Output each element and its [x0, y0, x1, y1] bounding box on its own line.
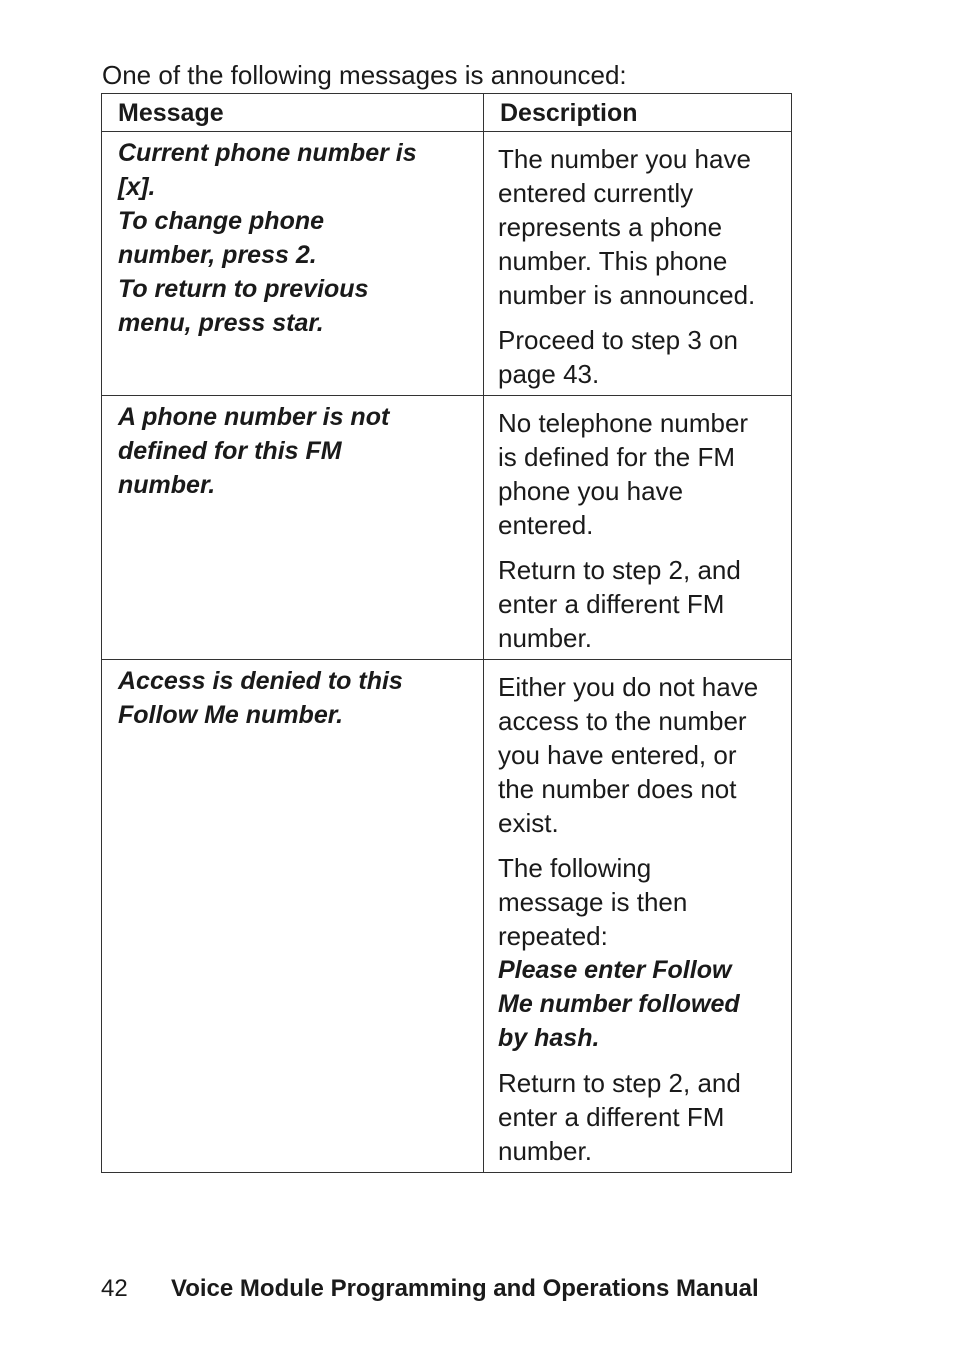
announced-message-line: Please enter Follow — [498, 956, 732, 984]
page-number: 42 — [101, 1275, 128, 1302]
messages-table — [101, 93, 792, 1173]
message-cell — [102, 132, 484, 396]
description-cell — [484, 660, 792, 1173]
description-line: enter a different FM — [498, 589, 725, 619]
description-paragraph — [498, 323, 785, 391]
description-line: access to the number — [498, 706, 747, 736]
description-line: Proceed to step 3 on — [498, 325, 738, 355]
description-line: Either you do not have — [498, 672, 759, 702]
table-header-row — [102, 94, 792, 132]
message-line: number, press 2. — [118, 241, 317, 269]
message-line: Current phone number is — [118, 139, 417, 167]
description-line: number. This phone — [498, 246, 728, 276]
message-line: number. — [118, 471, 216, 499]
manual-title: Voice Module Programming and Operations Manual — [171, 1275, 759, 1302]
message-line: A phone number is not — [118, 403, 390, 431]
description-paragraph — [498, 142, 785, 312]
description-line: Return to step 2, and — [498, 555, 741, 585]
announced-message-line: Me number followed — [498, 990, 740, 1018]
description-line: entered. — [498, 510, 594, 540]
description-line: phone you have — [498, 476, 684, 506]
description-line: The following — [498, 853, 652, 883]
header-message: Message — [102, 94, 484, 132]
message-line: Follow Me number. — [118, 701, 344, 729]
description-line: represents a phone — [498, 212, 723, 242]
message-line: To change phone — [118, 207, 325, 235]
description-line: entered currently — [498, 178, 694, 208]
message-cell — [102, 396, 484, 660]
description-line: number is announced. — [498, 280, 756, 310]
description-line: enter a different FM — [498, 1102, 725, 1132]
description-paragraph — [498, 670, 785, 840]
page-footer — [101, 1274, 759, 1304]
message-line: Access is denied to this — [118, 667, 403, 695]
description-paragraph — [498, 406, 785, 542]
description-line: number. — [498, 1136, 592, 1166]
description-line: message is then — [498, 887, 688, 917]
message-line: [x]. — [118, 173, 156, 201]
description-paragraph — [498, 1066, 785, 1168]
description-line: Return to step 2, and — [498, 1068, 741, 1098]
intro-text: One of the following messages is announced: — [102, 60, 627, 90]
description-line: number. — [498, 623, 592, 653]
table-row — [102, 132, 792, 396]
table-row — [102, 660, 792, 1173]
message-line: menu, press star. — [118, 309, 324, 337]
header-description: Description — [484, 94, 792, 132]
description-line: repeated: — [498, 921, 608, 951]
description-line: The number you have — [498, 144, 751, 174]
message-line: To return to previous — [118, 275, 369, 303]
announced-message-line: by hash. — [498, 1024, 600, 1052]
description-line: you have entered, or — [498, 740, 737, 770]
message-cell — [102, 660, 484, 1173]
message-line: defined for this FM — [118, 437, 342, 465]
description-paragraph — [498, 851, 785, 1055]
description-line: No telephone number — [498, 408, 749, 438]
description-line: is defined for the FM — [498, 442, 735, 472]
description-line: page 43. — [498, 359, 600, 389]
description-cell — [484, 132, 792, 396]
description-line: exist. — [498, 808, 559, 838]
table-row — [102, 396, 792, 660]
description-paragraph — [498, 553, 785, 655]
description-cell — [484, 396, 792, 660]
description-line: the number does not — [498, 774, 737, 804]
